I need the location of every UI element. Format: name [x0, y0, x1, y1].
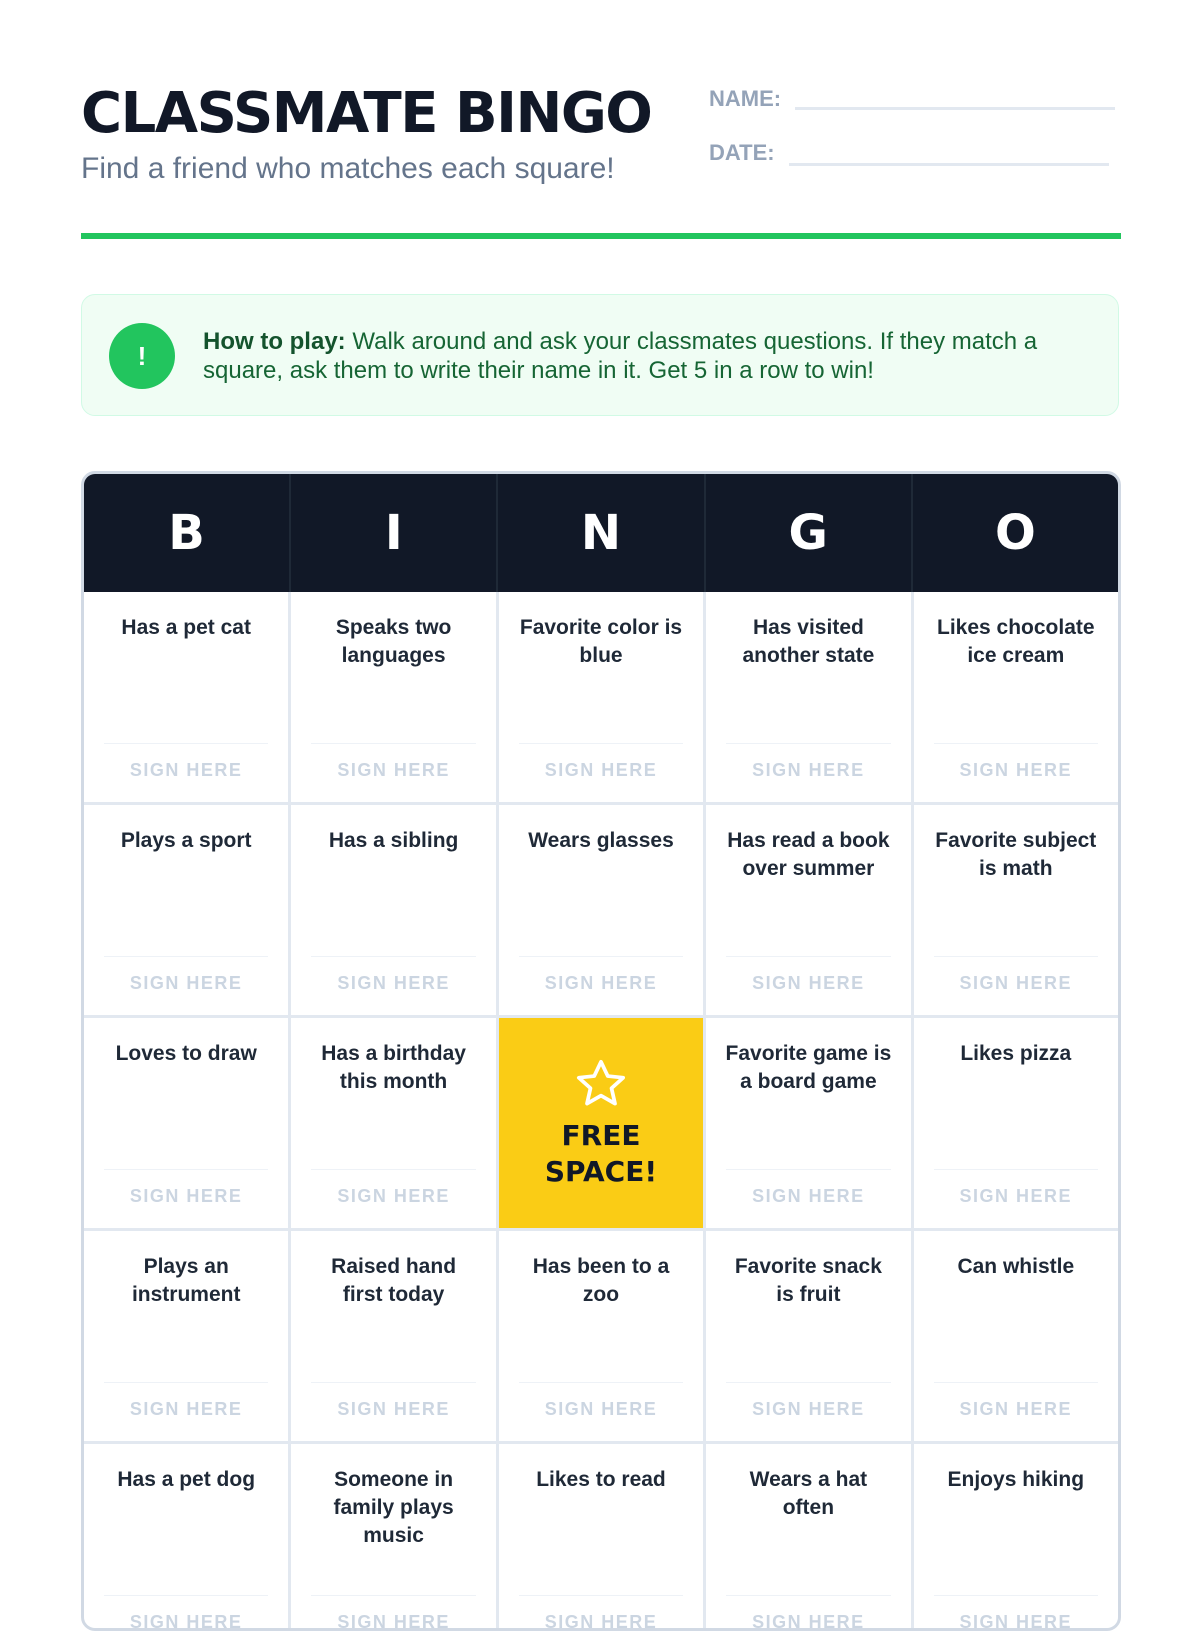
letter-i: I [291, 474, 498, 592]
sign-here-label: SIGN HERE [337, 1399, 450, 1419]
sign-here-label: SIGN HERE [129, 973, 243, 993]
sign-here-label: SIGN HERE [129, 760, 243, 780]
sign-here-label: SIGN HERE [544, 1612, 658, 1631]
bingo-cell-prompt: Likes chocolate ice cream [937, 616, 1095, 667]
signature-line [934, 743, 1098, 744]
bingo-cell-prompt: Has a sibling [328, 829, 459, 852]
free-space-line-2: SPACE! [544, 1155, 658, 1188]
sign-here-label: SIGN HERE [129, 1612, 243, 1631]
sign-here-label: SIGN HERE [752, 1186, 865, 1206]
bingo-cell-prompt: Wears glasses [528, 829, 674, 852]
bingo-cell-prompt: Has visited another state [742, 616, 875, 667]
bingo-cell[interactable] [706, 805, 910, 1015]
signature-line [726, 1595, 890, 1596]
bingo-cell-prompt: Can whistle [957, 1255, 1075, 1278]
bingo-cell[interactable] [499, 592, 703, 802]
date-label: DATE: [709, 140, 775, 165]
signature-line [934, 956, 1098, 957]
bingo-cell-prompt: Enjoys hiking [947, 1468, 1085, 1491]
signature-line [311, 1595, 475, 1596]
bingo-cell-prompt: Favorite color is blue [519, 616, 683, 667]
bingo-cell[interactable] [84, 805, 288, 1015]
sign-here-label: SIGN HERE [337, 973, 450, 993]
bingo-cell[interactable] [706, 1231, 910, 1441]
signature-line [726, 956, 890, 957]
bingo-cell[interactable] [499, 805, 703, 1015]
bingo-cell[interactable] [706, 1444, 910, 1631]
bingo-cell[interactable] [84, 1018, 288, 1228]
sign-here-label: SIGN HERE [337, 1186, 450, 1206]
free-space-label [545, 1118, 657, 1190]
how-to-play-text [203, 327, 1083, 385]
how-to-play-box [81, 294, 1119, 416]
bingo-cell[interactable] [914, 1018, 1118, 1228]
bingo-cell-prompt: Someone in family plays music [333, 1468, 454, 1547]
star-icon [573, 1056, 629, 1112]
bingo-cell[interactable] [914, 1231, 1118, 1441]
bingo-cell[interactable] [499, 1231, 703, 1441]
signature-line [934, 1382, 1098, 1383]
signature-line [104, 1595, 268, 1596]
signature-line [934, 1169, 1098, 1170]
bingo-cell-prompt: Likes pizza [960, 1042, 1072, 1065]
bingo-cell-prompt: Favorite game is a board game [725, 1042, 892, 1093]
sign-here-label: SIGN HERE [337, 1612, 450, 1631]
date-field[interactable] [709, 140, 1109, 166]
exclamation-icon: ! [109, 323, 175, 389]
sign-here-label: SIGN HERE [337, 760, 450, 780]
bingo-cell[interactable] [914, 592, 1118, 802]
signature-line [519, 1595, 683, 1596]
signature-line [726, 1382, 890, 1383]
bingo-board [81, 471, 1121, 1631]
signature-line [104, 743, 268, 744]
bingo-letter-row [84, 474, 1118, 592]
bingo-cell[interactable] [706, 592, 910, 802]
letter-g: G [706, 474, 913, 592]
signature-line [726, 1169, 890, 1170]
how-to-play-instructions: Walk around and ask your classmates questions. If they match a square, ask them to write their name in it. Get 5 in a row to win! [203, 328, 1038, 384]
signature-line [311, 956, 475, 957]
bingo-cell[interactable] [291, 1231, 495, 1441]
bingo-cell-prompt: Likes to read [536, 1468, 666, 1491]
bingo-cell-prompt: Loves to draw [115, 1042, 257, 1065]
sign-here-label: SIGN HERE [544, 760, 658, 780]
worksheet-page [81, 0, 1121, 1631]
sign-here-label: SIGN HERE [959, 760, 1073, 780]
sign-here-label: SIGN HERE [752, 1612, 865, 1631]
bingo-cell[interactable] [291, 1018, 495, 1228]
bingo-cell[interactable] [914, 1444, 1118, 1631]
bingo-cell-prompt: Has a birthday this month [321, 1042, 466, 1093]
signature-line [519, 956, 683, 957]
bingo-cell-prompt: Has been to a zoo [532, 1255, 670, 1306]
sign-here-label: SIGN HERE [129, 1186, 243, 1206]
bingo-cell[interactable] [84, 1444, 288, 1631]
page-subtitle: Find a friend who matches each square! [81, 152, 615, 185]
bingo-cell[interactable] [84, 1231, 288, 1441]
signature-line [104, 1169, 268, 1170]
bingo-cell[interactable] [291, 805, 495, 1015]
bingo-cell[interactable] [291, 1444, 495, 1631]
sign-here-label: SIGN HERE [752, 1399, 865, 1419]
signature-line [104, 956, 268, 957]
sign-here-label: SIGN HERE [752, 973, 865, 993]
sign-here-label: SIGN HERE [544, 1399, 658, 1419]
date-line[interactable] [789, 163, 1109, 166]
bingo-cell[interactable] [499, 1444, 703, 1631]
signature-line [311, 1382, 475, 1383]
bingo-cell[interactable] [914, 805, 1118, 1015]
sign-here-label: SIGN HERE [544, 973, 658, 993]
bingo-cell-prompt: Plays a sport [120, 829, 252, 852]
bingo-cell-prompt: Speaks two languages [335, 616, 452, 667]
sign-here-label: SIGN HERE [959, 973, 1073, 993]
sign-here-label: SIGN HERE [959, 1399, 1073, 1419]
header-divider [81, 233, 1121, 239]
name-line[interactable] [795, 107, 1115, 110]
how-to-play-label: How to play: [203, 328, 346, 355]
signature-line [934, 1595, 1098, 1596]
signature-line [726, 743, 890, 744]
letter-n: N [498, 474, 705, 592]
signature-line [311, 1169, 475, 1170]
bingo-cell-prompt: Favorite subject is math [935, 829, 1097, 880]
page-title: CLASSMATE BINGO [81, 81, 652, 146]
signature-line [104, 1382, 268, 1383]
bingo-cell-prompt: Favorite snack is fruit [734, 1255, 882, 1306]
bingo-cell-prompt: Plays an instrument [131, 1255, 241, 1306]
name-label: NAME: [709, 86, 782, 111]
free-space-cell[interactable] [499, 1018, 703, 1228]
letter-o: O [995, 505, 1036, 561]
bingo-cell-prompt: Raised hand first today [331, 1255, 457, 1306]
signature-line [519, 1382, 683, 1383]
bingo-cell-prompt: Has read a book over summer [727, 829, 890, 880]
free-space-line-1: FREE [561, 1119, 641, 1152]
letter-b: B [84, 474, 291, 592]
sign-here-label: SIGN HERE [752, 760, 865, 780]
sign-here-label: SIGN HERE [959, 1612, 1073, 1631]
bingo-cell[interactable] [706, 1018, 910, 1228]
bingo-grid [84, 592, 1118, 1631]
bingo-cell-prompt: Has a pet dog [117, 1468, 256, 1491]
worksheet-header [81, 0, 1121, 240]
signature-line [311, 743, 475, 744]
bingo-cell[interactable] [291, 592, 495, 802]
sign-here-label: SIGN HERE [129, 1399, 243, 1419]
sign-here-label: SIGN HERE [959, 1186, 1073, 1206]
bingo-cell-prompt: Wears a hat often [749, 1468, 868, 1519]
bingo-cell[interactable] [84, 592, 288, 802]
bingo-cell-prompt: Has a pet cat [121, 616, 251, 639]
name-field[interactable] [709, 86, 1115, 112]
signature-line [519, 743, 683, 744]
